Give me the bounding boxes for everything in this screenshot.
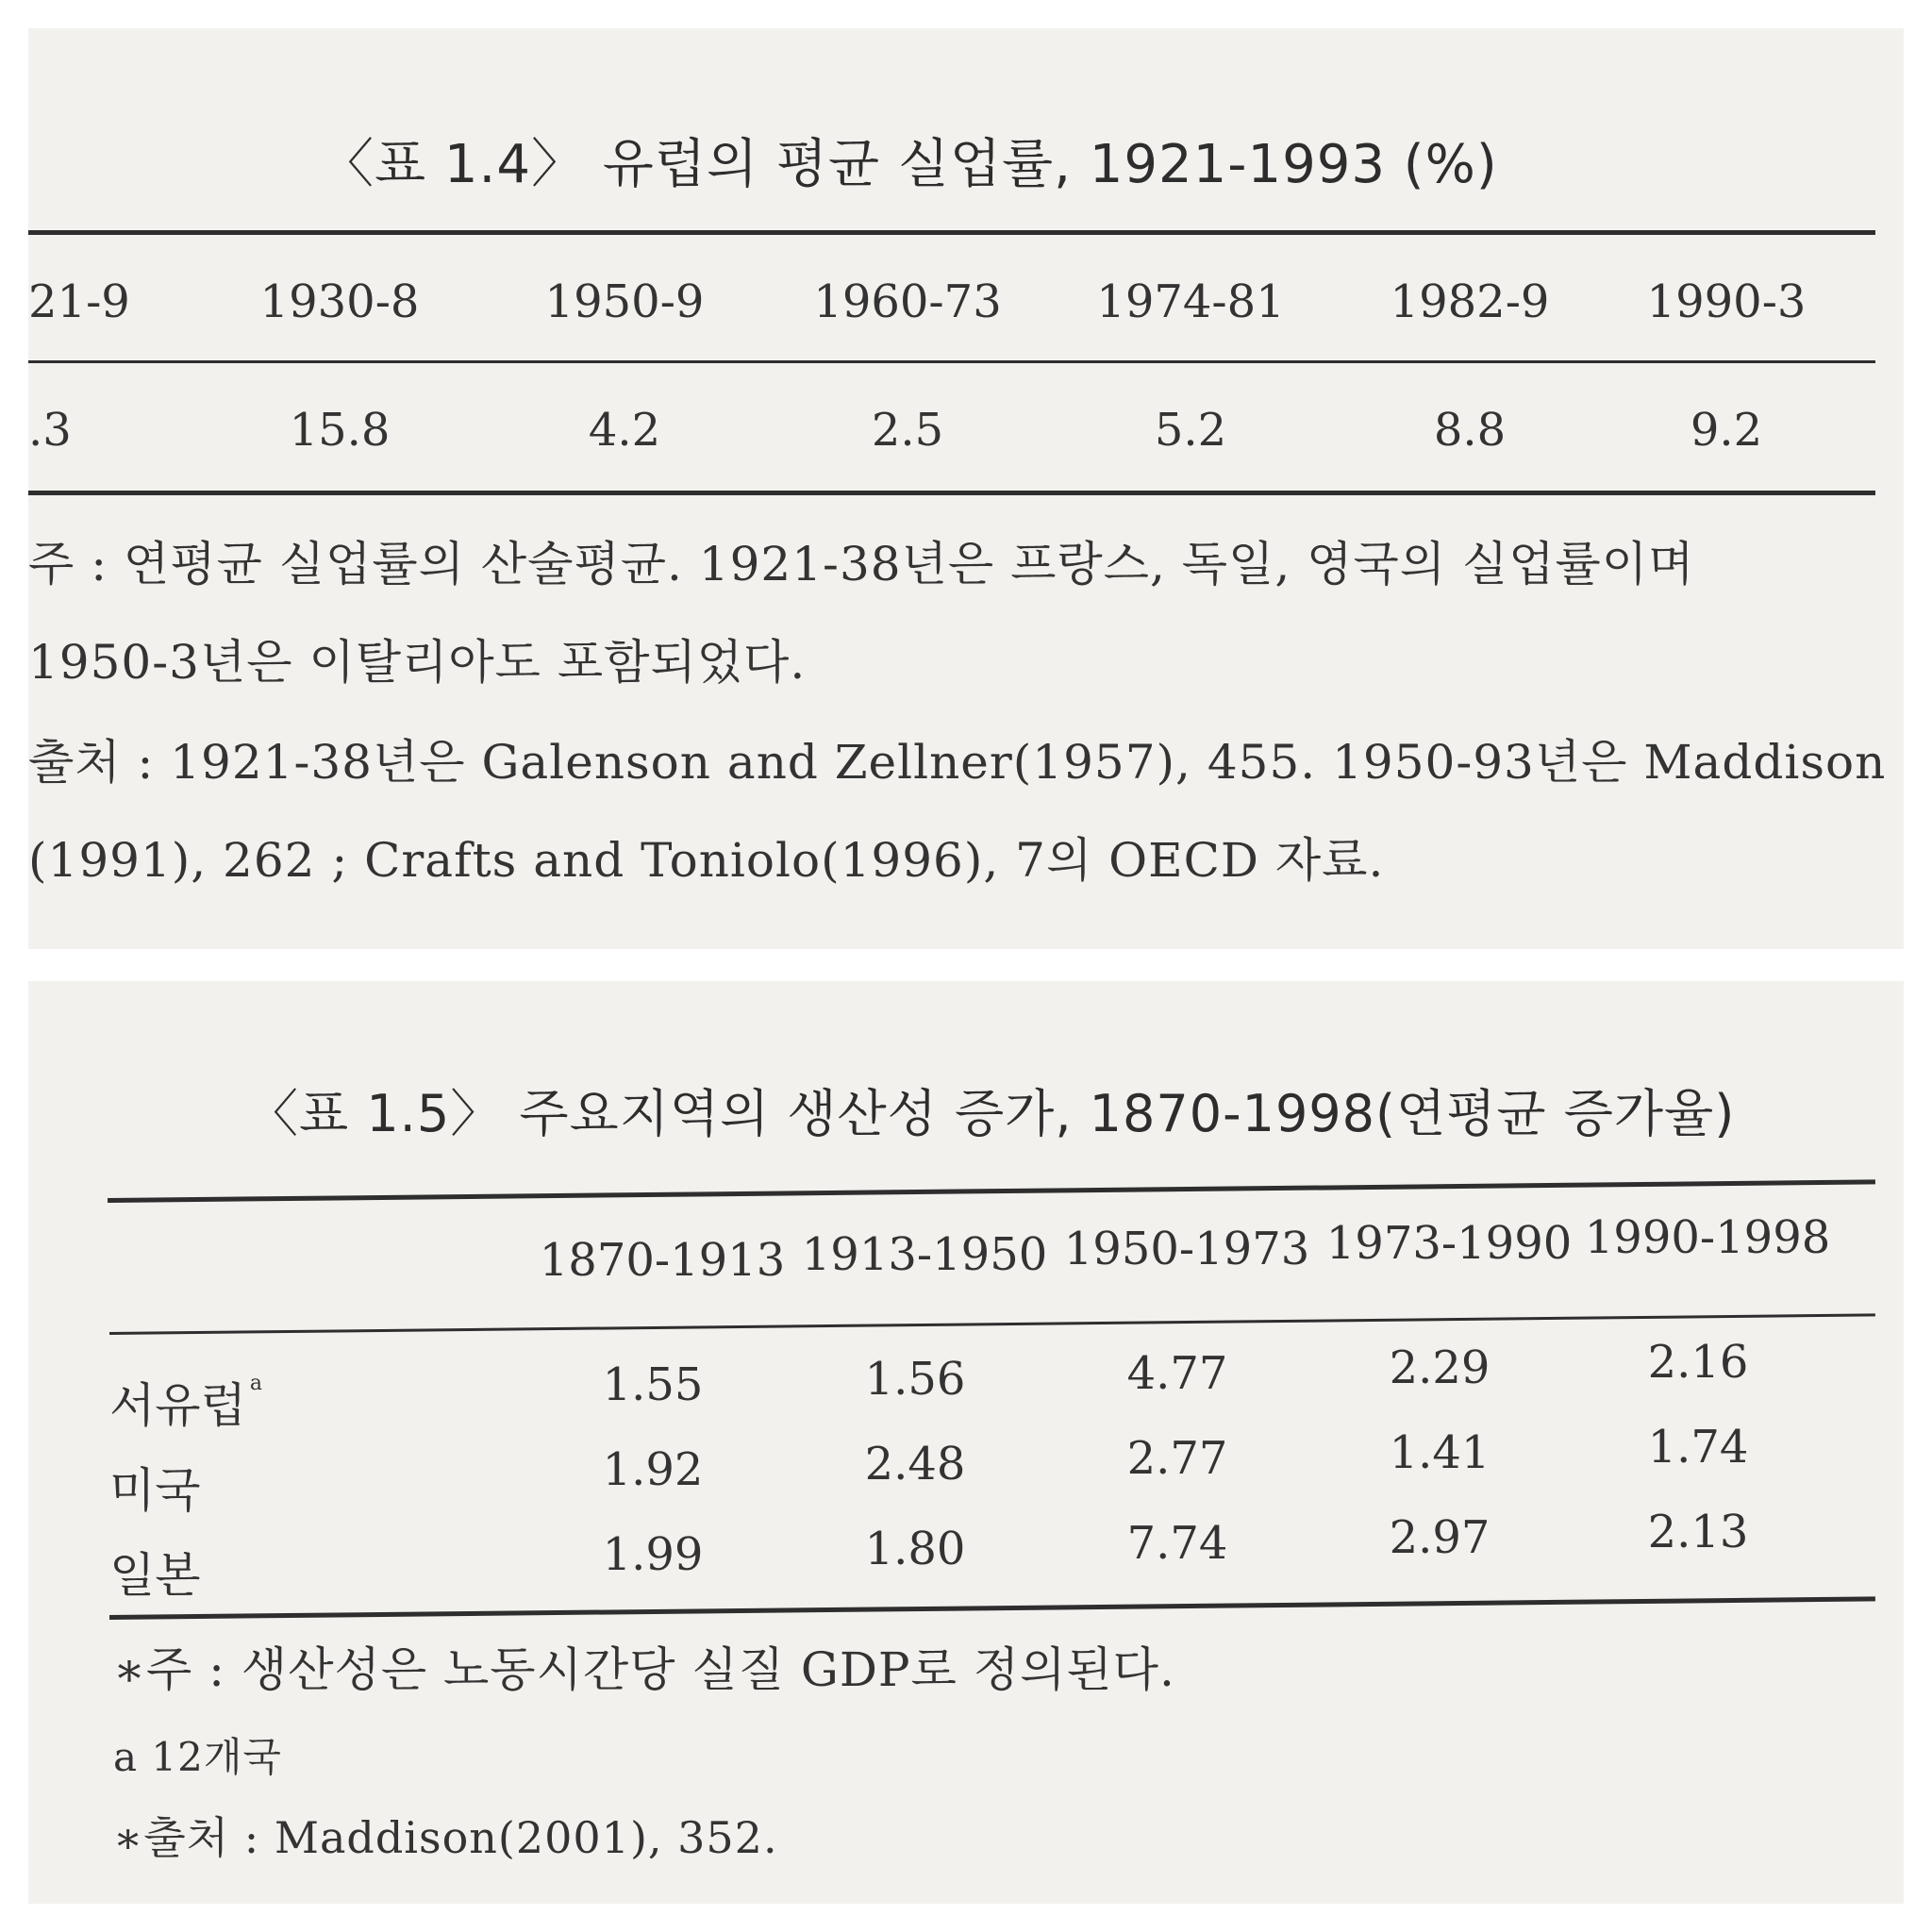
table-1-4-title: 〈표 1.4〉 유럽의 평균 실업률, 1921-1993 (%) [321,134,1498,195]
top-rule [28,230,1875,235]
header-cell: 1870-1913 [539,1234,786,1287]
value-cell: .3 [28,404,72,457]
header-cell: 1990-1998 [1584,1211,1831,1264]
bottom-rule [109,1596,1875,1620]
value-cell: 1.74 [1647,1421,1749,1474]
value-cell: 2.29 [1389,1341,1491,1394]
value-cell: 4.77 [1126,1347,1228,1400]
header-cell: 1974-81 [1096,275,1285,328]
value-cell: 1.80 [864,1523,966,1575]
header-rule [109,1313,1875,1335]
header-cell: 1913-1950 [801,1228,1048,1281]
table-1-5-source: ∗출처 : Maddison(2001), 352. [113,1812,778,1863]
table-1-4-note-cont: 1950-3년은 이탈리아도 포함되었다. [28,635,807,690]
value-cell: 2.5 [871,404,944,457]
value-cell: 4.2 [588,404,661,457]
header-cell: 21-9 [28,275,130,328]
row-label-usa: 미국 [109,1463,201,1518]
row-label-japan: 일본 [109,1548,201,1603]
value-cell: 1.92 [602,1443,704,1496]
value-cell: 2.13 [1647,1506,1749,1558]
value-cell: 2.16 [1647,1336,1749,1389]
table-1-4-panel [28,28,1904,949]
header-cell: 1990-3 [1646,275,1807,328]
header-cell: 1950-9 [544,275,705,328]
value-cell: 9.2 [1690,404,1763,457]
row-label-west-europe: 서유럽 $^a$ [109,1372,263,1433]
table-1-5-title: 〈표 1.5〉 주요지역의 생산성 증가, 1870-1998(연평균 증가율) [247,1084,1736,1143]
table-1-5-footnote-a: a 12개국 [113,1734,282,1780]
value-cell: 2.77 [1126,1432,1228,1485]
table-1-5-note: ∗주 : 생산성은 노동시간당 실질 GDP로 정의된다. [113,1642,1175,1697]
top-rule [108,1179,1875,1203]
header-cell: 1982-9 [1390,275,1550,328]
table-1-5-panel [28,981,1904,1904]
value-cell: 5.2 [1154,404,1227,457]
value-cell: 15.8 [289,404,391,457]
footnote-marker: a [249,1372,263,1395]
value-cell: 8.8 [1433,404,1507,457]
value-cell: 1.55 [602,1358,704,1411]
value-cell: 2.48 [864,1438,966,1491]
value-cell: 7.74 [1126,1517,1228,1570]
table-1-4-note: 주 : 연평균 실업률의 산술평균. 1921-38년은 프랑스, 독일, 영국의 실업률이며 [28,537,1695,591]
header-cell: 1973-1990 [1325,1217,1573,1270]
header-cell: 1950-1973 [1063,1223,1310,1275]
value-cell: 1.41 [1389,1426,1491,1479]
value-cell: 1.56 [864,1353,966,1406]
value-cell: 1.99 [602,1528,704,1581]
header-cell: 1960-73 [813,275,1002,328]
bottom-rule [28,491,1875,495]
header-cell: 1930-8 [259,275,420,328]
table-1-4-source: 출처 : 1921-38년은 Galenson and Zellner(1957), 455. 1950-93년은 Maddison [28,735,1887,790]
header-rule [28,360,1875,363]
table-1-4-source-cont: (1991), 262 ; Crafts and Toniolo(1996), 7의 OECD 자료. [28,833,1385,888]
value-cell: 2.97 [1389,1511,1491,1564]
